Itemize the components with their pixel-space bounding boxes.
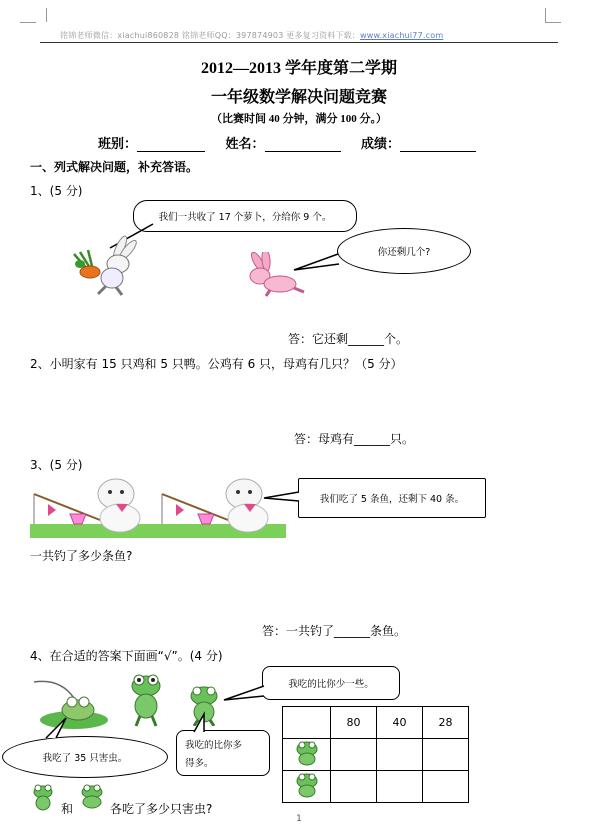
- table-row: [283, 771, 469, 803]
- fishing-cat-icon: [158, 474, 286, 538]
- table-header-cell: 28: [423, 707, 469, 739]
- q4-bubble-top-text: 我吃的比你少一些。: [288, 679, 374, 690]
- q4-speech-bubble-mid: [176, 730, 270, 776]
- answer-table: [282, 706, 469, 803]
- q4-text: 4、在合适的答案下面画“√”。(4 分): [30, 649, 223, 663]
- crop-mark: [545, 22, 561, 23]
- page-subtitle: （比赛时间 40 分钟，满分 100 分。）: [211, 113, 387, 125]
- crop-mark: [545, 8, 556, 22]
- score-field[interactable]: [400, 137, 476, 152]
- q1-label: 1、(5 分): [30, 184, 83, 198]
- q3-question: 一共钓了多少条鱼?: [30, 549, 133, 563]
- q1-answer: 答：它还剩______个。: [288, 332, 409, 346]
- watermark-link[interactable]: www.xiachui77.com: [360, 31, 444, 40]
- q4-bottom-question: 各吃了多少只害虫?: [110, 802, 213, 816]
- q3-bubble-tail: [262, 490, 302, 504]
- frog-icon: [292, 772, 322, 798]
- rabbit-with-carrots-icon: [68, 234, 148, 296]
- q4-speech-bubble-left: [2, 736, 168, 778]
- q4-bubble-top-tail: [222, 684, 266, 704]
- table-row: [283, 739, 469, 771]
- pink-rabbit-icon: [238, 252, 308, 298]
- watermark-text: 铭锦老师微信：xiachui860828 铭锦老师QQ：397874903 更多复习资料下载：: [60, 31, 361, 40]
- frog-icon: [76, 784, 108, 810]
- q3-speech-bubble: [298, 478, 486, 518]
- q1-bubble2-text: 你还剩几个?: [377, 247, 431, 258]
- table-row-frog-cell: [283, 739, 331, 771]
- score-label: 成绩：: [361, 136, 401, 151]
- q4-and-text: 和: [61, 802, 74, 816]
- table-check-cell[interactable]: [423, 771, 469, 803]
- table-check-cell[interactable]: [377, 739, 423, 771]
- section-heading: 一、列式解决问题，补充答语。: [30, 160, 199, 174]
- crop-mark: [20, 22, 36, 23]
- table-corner-cell: [283, 707, 331, 739]
- frog-icon: [30, 784, 56, 812]
- q1-bubble1-text: 我们一共收了 17 个萝卜，分给你 9 个。: [158, 212, 332, 223]
- q4-speech-bubble-top: [262, 666, 400, 700]
- q1-speech-bubble-1: [133, 200, 357, 232]
- table-check-cell[interactable]: [377, 771, 423, 803]
- table-header-cell: 40: [377, 707, 423, 739]
- page-title: 一年级数学解决问题竞赛: [210, 89, 387, 106]
- name-label: 姓名：: [225, 136, 265, 151]
- table-check-cell[interactable]: [423, 739, 469, 771]
- q1-speech-bubble-2: [337, 228, 471, 274]
- table-check-cell[interactable]: [331, 771, 377, 803]
- table-check-cell[interactable]: [331, 739, 377, 771]
- student-info-row: [98, 133, 476, 152]
- fishing-cat-icon: [30, 474, 158, 538]
- q3-label: 3、(5 分): [30, 458, 83, 472]
- page-title-term: 2012—2013 学年度第二学期: [200, 60, 397, 77]
- frog-icon: [126, 672, 166, 728]
- header-watermark: [60, 30, 443, 41]
- q4-bubble-mid-text-2: 得多。: [185, 758, 214, 769]
- q4-bubble-left-text: 我吃了 35 只害虫。: [42, 753, 128, 764]
- q3-answer: 答：一共钓了______条鱼。: [262, 624, 407, 638]
- page-number: 1: [296, 814, 302, 824]
- q2-answer: 答：母鸡有______只。: [294, 432, 415, 446]
- class-label: 班别：: [98, 136, 138, 151]
- name-field[interactable]: [265, 137, 341, 152]
- frog-icon: [292, 740, 322, 766]
- q4-bubble-mid-tail: [190, 712, 214, 734]
- q2-text: 2、小明家有 15 只鸡和 5 只鸭。公鸡有 6 只，母鸡有几只？（5 分）: [30, 357, 403, 371]
- table-header-cell: 80: [331, 707, 377, 739]
- table-row-frog-cell: [283, 771, 331, 803]
- class-field[interactable]: [137, 137, 205, 152]
- q3-bubble-text: 我们吃了 5 条鱼，还剩下 40 条。: [319, 494, 465, 505]
- crop-mark: [36, 8, 47, 22]
- table-row: [283, 707, 469, 739]
- q4-bubble-left-tail: [40, 716, 70, 740]
- q4-bubble-mid-text-1: 我吃的比你多: [185, 740, 243, 751]
- header-divider: [40, 42, 558, 43]
